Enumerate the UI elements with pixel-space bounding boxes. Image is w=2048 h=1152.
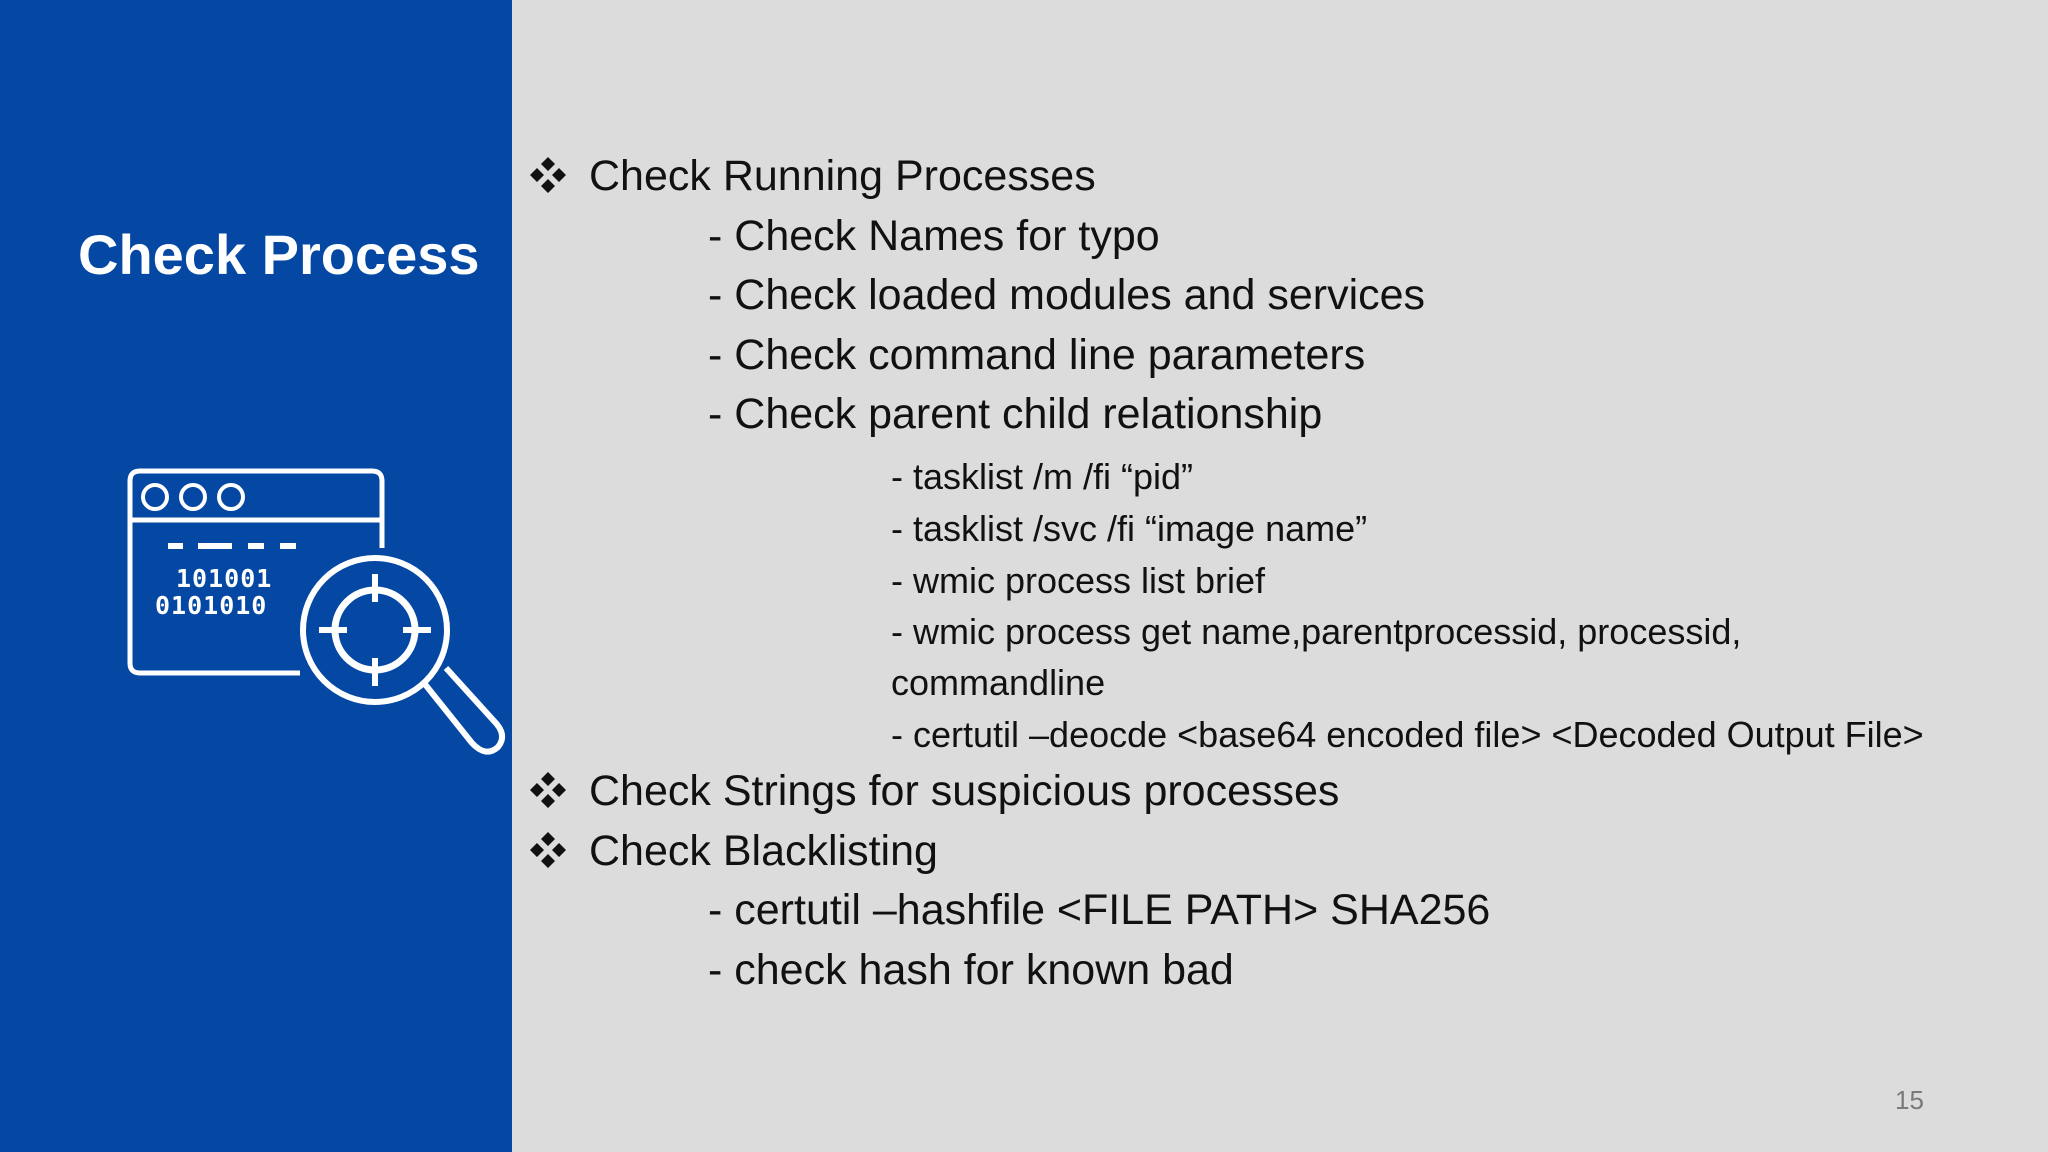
sub-item-certutil-hashfile: - certutil –hashfile <FILE PATH> SHA256 (708, 886, 1491, 934)
four-diamond-bullet-icon (528, 770, 568, 810)
four-diamond-bullet-icon (528, 155, 568, 195)
four-diamond-bullet-icon (528, 830, 568, 870)
command-wmic-get: - wmic process get name,parentprocessid, processid, (891, 611, 1742, 652)
sub-item-check-parent-child: - Check parent child relationship (708, 390, 1323, 438)
bullet-check-running-processes: Check Running Processes (589, 152, 1096, 200)
bullet-check-blacklisting: Check Blacklisting (589, 827, 938, 875)
page-number: 15 (1895, 1085, 1924, 1115)
command-tasklist-pid: - tasklist /m /fi “pid” (891, 456, 1194, 497)
sub-item-check-command-line: - Check command line parameters (708, 331, 1366, 379)
binary-text-2: 0101010 (155, 591, 268, 620)
sub-item-check-modules: - Check loaded modules and services (708, 271, 1426, 319)
command-wmic-get-continued: commandline (891, 662, 1106, 703)
command-tasklist-svc: - tasklist /svc /fi “image name” (891, 508, 1368, 549)
command-certutil-decode: - certutil –deocde <base64 encoded file> <Decoded Output File> (891, 714, 1924, 755)
sub-item-check-hash: - check hash for known bad (708, 946, 1234, 994)
binary-text-1: 101001 (176, 564, 273, 593)
sub-item-check-names: - Check Names for typo (708, 212, 1160, 260)
slide-title: Check Process (78, 223, 480, 286)
bullet-check-strings: Check Strings for suspicious processes (589, 767, 1340, 815)
command-wmic-list-brief: - wmic process list brief (891, 560, 1266, 601)
